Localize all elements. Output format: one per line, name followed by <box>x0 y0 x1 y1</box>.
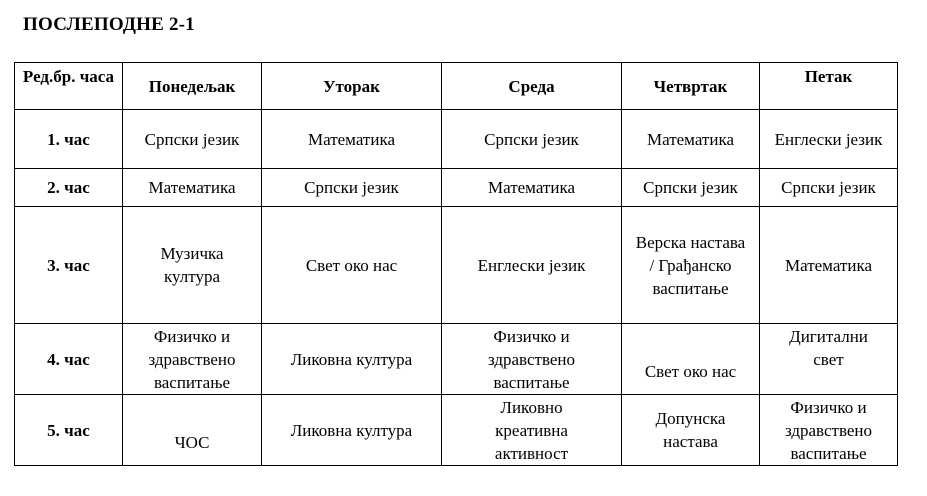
table-cell: Математика <box>123 169 262 207</box>
table-cell: Математика <box>760 207 898 324</box>
table-cell: Физичко и здравствено васпитање <box>442 324 622 395</box>
row-label: 1. час <box>15 110 123 169</box>
header-row <box>15 63 898 110</box>
table-row <box>15 324 898 395</box>
table-cell: Српски језик <box>123 110 262 169</box>
table-cell: Дигитални свет <box>760 324 898 395</box>
table-row <box>15 110 898 169</box>
table-cell: ЧОС <box>123 395 262 466</box>
table-cell: Допунска настава <box>622 395 760 466</box>
table-cell: Српски језик <box>760 169 898 207</box>
table-cell: Физичко и здравствено васпитање <box>123 324 262 395</box>
table-cell: Енглески језик <box>760 110 898 169</box>
table-cell: Ликовно креативна активност <box>442 395 622 466</box>
table-cell: Музичка култура <box>123 207 262 324</box>
header-friday: Петак <box>760 63 898 110</box>
table-cell: Математика <box>442 169 622 207</box>
table-cell: Математика <box>622 110 760 169</box>
table-cell: Српски језик <box>262 169 442 207</box>
table-cell: Верска настава / Грађанско васпитање <box>622 207 760 324</box>
table-row <box>15 207 898 324</box>
table-row <box>15 395 898 466</box>
header-wednesday: Среда <box>442 63 622 110</box>
table-cell: Математика <box>262 110 442 169</box>
row-label: 3. час <box>15 207 123 324</box>
row-label: 2. час <box>15 169 123 207</box>
table-cell: Српски језик <box>622 169 760 207</box>
header-lesson-number: Ред.бр. часа <box>15 63 123 110</box>
page-title: ПОСЛЕПОДНЕ 2-1 <box>23 14 195 35</box>
header-monday: Понедељак <box>123 63 262 110</box>
table-row <box>15 169 898 207</box>
table-cell: Српски језик <box>442 110 622 169</box>
header-thursday: Четвртак <box>622 63 760 110</box>
row-label: 5. час <box>15 395 123 466</box>
table-cell: Енглески језик <box>442 207 622 324</box>
table-cell: Свет око нас <box>262 207 442 324</box>
table-cell: Ликовна култура <box>262 395 442 466</box>
table-cell: Ликовна култура <box>262 324 442 395</box>
header-tuesday: Уторак <box>262 63 442 110</box>
row-label: 4. час <box>15 324 123 395</box>
table-cell: Физичко и здравствено васпитање <box>760 395 898 466</box>
table-cell: Свет око нас <box>622 324 760 395</box>
schedule-table <box>14 62 898 466</box>
